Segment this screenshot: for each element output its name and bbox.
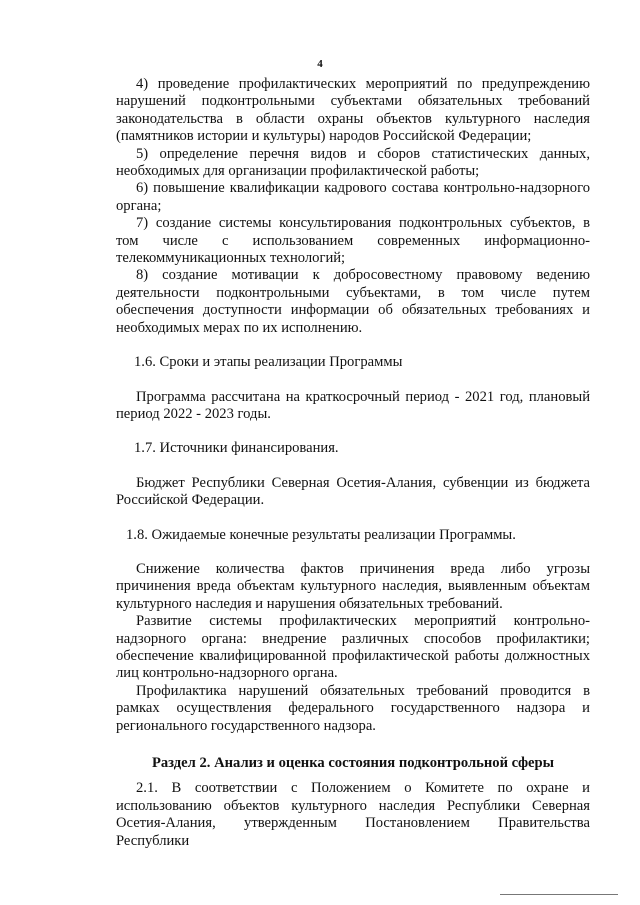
list-item-4: 4) проведение профилактических мероприятий по предупреждению нарушений подконтрольными субъектами обязательных требований законодательства в области охраны объектов культурного наследия (памятников истории и культуры) народов Российской Федерации; [116, 76, 590, 145]
bottom-rule [500, 894, 618, 895]
section-1-7-title: 1.7. Источники финансирования. [134, 440, 339, 457]
section-1-8-title: 1.8. Ожидаемые конечные результаты реализации Программы. [126, 526, 516, 543]
section-1-8-paragraph-2: Развитие системы профилактических мероприятий контрольно-надзорного органа: внедрение различных способов профилактики; обеспечение квалифицированной профилактической работы должностных лиц контрольно-надзорного органа. [116, 613, 590, 682]
list-item-7: 7) создание системы консультирования подконтрольных субъектов, в том числе с использованием современных информационно-телекоммуникационных технологий; [116, 215, 590, 267]
list-item-5: 5) определение перечня видов и сборов статистических данных, необходимых для организации профилактической работы; [116, 145, 590, 180]
page-number: 4 [317, 58, 323, 70]
section-1-8-paragraph-3: Профилактика нарушений обязательных требований проводится в рамках осуществления федерального государственного надзора и регионального государственного надзора. [116, 682, 590, 734]
section-1-8-paragraph-1: Снижение количества фактов причинения вреда либо угрозы причинения вреда объектам культурного наследия, выявленным объектам культурного наследия и нарушения обязательных требований. [116, 560, 590, 612]
section-2-title: Раздел 2. Анализ и оценка состояния подконтрольной сферы [151, 755, 555, 771]
list-item-8: 8) создание мотивации к добросовестному правовому ведению деятельности подконтрольными субъектами, в том числе путем обеспечения доступности информации об обязательных требованиях и необходимых мерах по их исполнению. [116, 267, 590, 336]
document-body [116, 76, 590, 850]
section-1-7-text: Бюджет Республики Северная Осетия-Алания, субвенции из бюджета Российской Федерации. [116, 474, 590, 509]
section-1-6-text: Программа рассчитана на краткосрочный период - 2021 год, плановый период 2022 - 2023 годы. [116, 388, 590, 422]
section-2-paragraph-1: 2.1. В соответствии с Положением о Комитете по охране и использованию объектов культурного наследия Республики Северная Осетия-Алания, утвержденным Постановлением Правительства Республики [116, 780, 590, 849]
list-item-6: 6) повышение квалификации кадрового состава контрольно-надзорного органа; [116, 180, 590, 214]
section-1-6-title: 1.6. Сроки и этапы реализации Программы [134, 354, 403, 371]
